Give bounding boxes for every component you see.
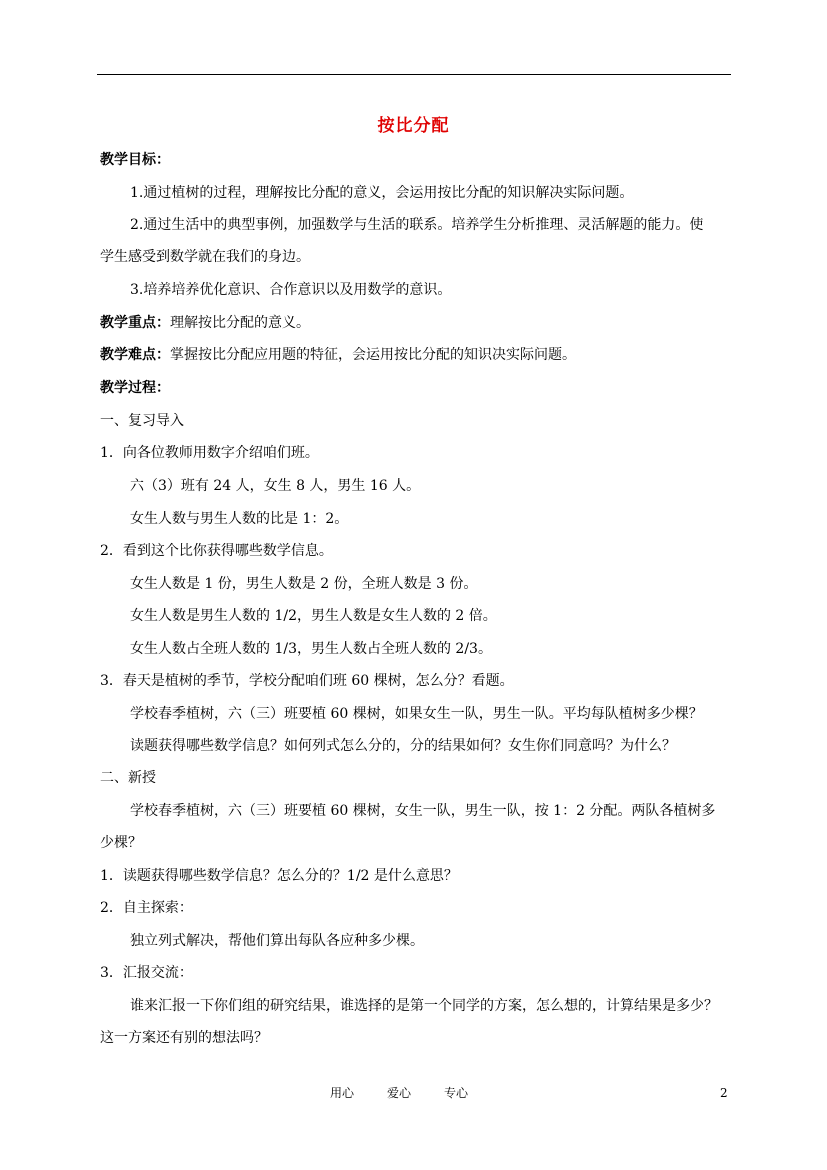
- s2-item-3-line-2: 这一方案还有别的想法吗？: [100, 1030, 268, 1046]
- key-point-label: 教学重点：: [100, 315, 170, 331]
- difficulty-point: [100, 345, 576, 365]
- s2-item-3-line-1: 谁来汇报一下你们组的研究结果，谁选择的是第一个同学的方案，怎么想的，计算结果是多少？: [130, 998, 718, 1014]
- section-1-heading: 一、复习导入: [100, 413, 184, 429]
- footer-motto-2: 爱心: [387, 1086, 412, 1100]
- s2-problem-line-2: 少棵？: [100, 835, 142, 851]
- document-title: 按比分配: [377, 116, 450, 136]
- goal-2-line-1: 2.通过生活中的典型事例，加强数学与生活的联系。培养学生分析推理、灵活解题的能力。使: [130, 217, 704, 233]
- s2-item-3: 3．汇报交流：: [100, 965, 193, 981]
- page-number: 2: [720, 1086, 728, 1100]
- goal-2-line-2: 学生感受到数学就在我们的身边。: [100, 249, 310, 265]
- section-2-heading: 二、新授: [100, 770, 156, 786]
- s2-item-2: 2．自主探索：: [100, 900, 193, 916]
- footer-motto-1: 用心: [330, 1086, 355, 1100]
- key-point-text: 理解按比分配的意义。: [170, 315, 310, 331]
- s1-item-1-line-1: 六（3）班有 24 人，女生 8 人，男生 16 人。: [130, 478, 421, 494]
- goal-3: 3.培养培养优化意识、合作意识以及用数学的意识。: [130, 282, 452, 298]
- s1-item-2-line-2: 女生人数是男生人数的 1/2，男生人数是女生人数的 2 倍。: [130, 608, 497, 624]
- difficulty-text: 掌握按比分配应用题的特征，会运用按比分配的知识决实际问题。: [170, 347, 576, 363]
- s2-item-1: 1．读题获得哪些数学信息？怎么分的？1/2 是什么意思？: [100, 868, 458, 884]
- s2-item-2-line-1: 独立列式解决，帮他们算出每队各应种多少棵。: [130, 933, 424, 949]
- s1-item-1: 1．向各位教师用数字介绍咱们班。: [100, 445, 319, 461]
- goal-1: 1.通过植树的过程，理解按比分配的意义，会运用按比分配的知识解决实际问题。: [130, 185, 634, 201]
- s1-item-1-line-2: 女生人数与男生人数的比是 1：2。: [130, 511, 349, 527]
- s1-item-3-line-1: 学校春季植树，六（三）班要植 60 棵树，如果女生一队，男生一队。平均每队植树多少棵？: [130, 706, 703, 722]
- s1-item-2: 2．看到这个比你获得哪些数学信息。: [100, 543, 333, 559]
- s1-item-3: 3．春天是植树的季节，学校分配咱们班 60 棵树，怎么分？看题。: [100, 673, 514, 689]
- footer-motto-3: 专心: [444, 1086, 469, 1100]
- s1-item-2-line-3: 女生人数占全班人数的 1/3，男生人数占全班人数的 2/3。: [130, 641, 492, 657]
- goals-heading: 教学目标：: [100, 152, 170, 168]
- key-point: [100, 313, 310, 333]
- process-heading: 教学过程：: [100, 380, 170, 396]
- s1-item-2-line-1: 女生人数是 1 份，男生人数是 2 份，全班人数是 3 份。: [130, 576, 478, 592]
- header-rule: [97, 74, 731, 75]
- s1-item-3-line-2: 读题获得哪些数学信息？如何列式怎么分的，分的结果如何？女生你们同意吗？为什么？: [130, 738, 676, 754]
- difficulty-label: 教学难点：: [100, 347, 170, 363]
- s2-problem-line-1: 学校春季植树，六（三）班要植 60 棵树，女生一队，男生一队，按 1：2 分配。两队各植树多: [130, 803, 716, 819]
